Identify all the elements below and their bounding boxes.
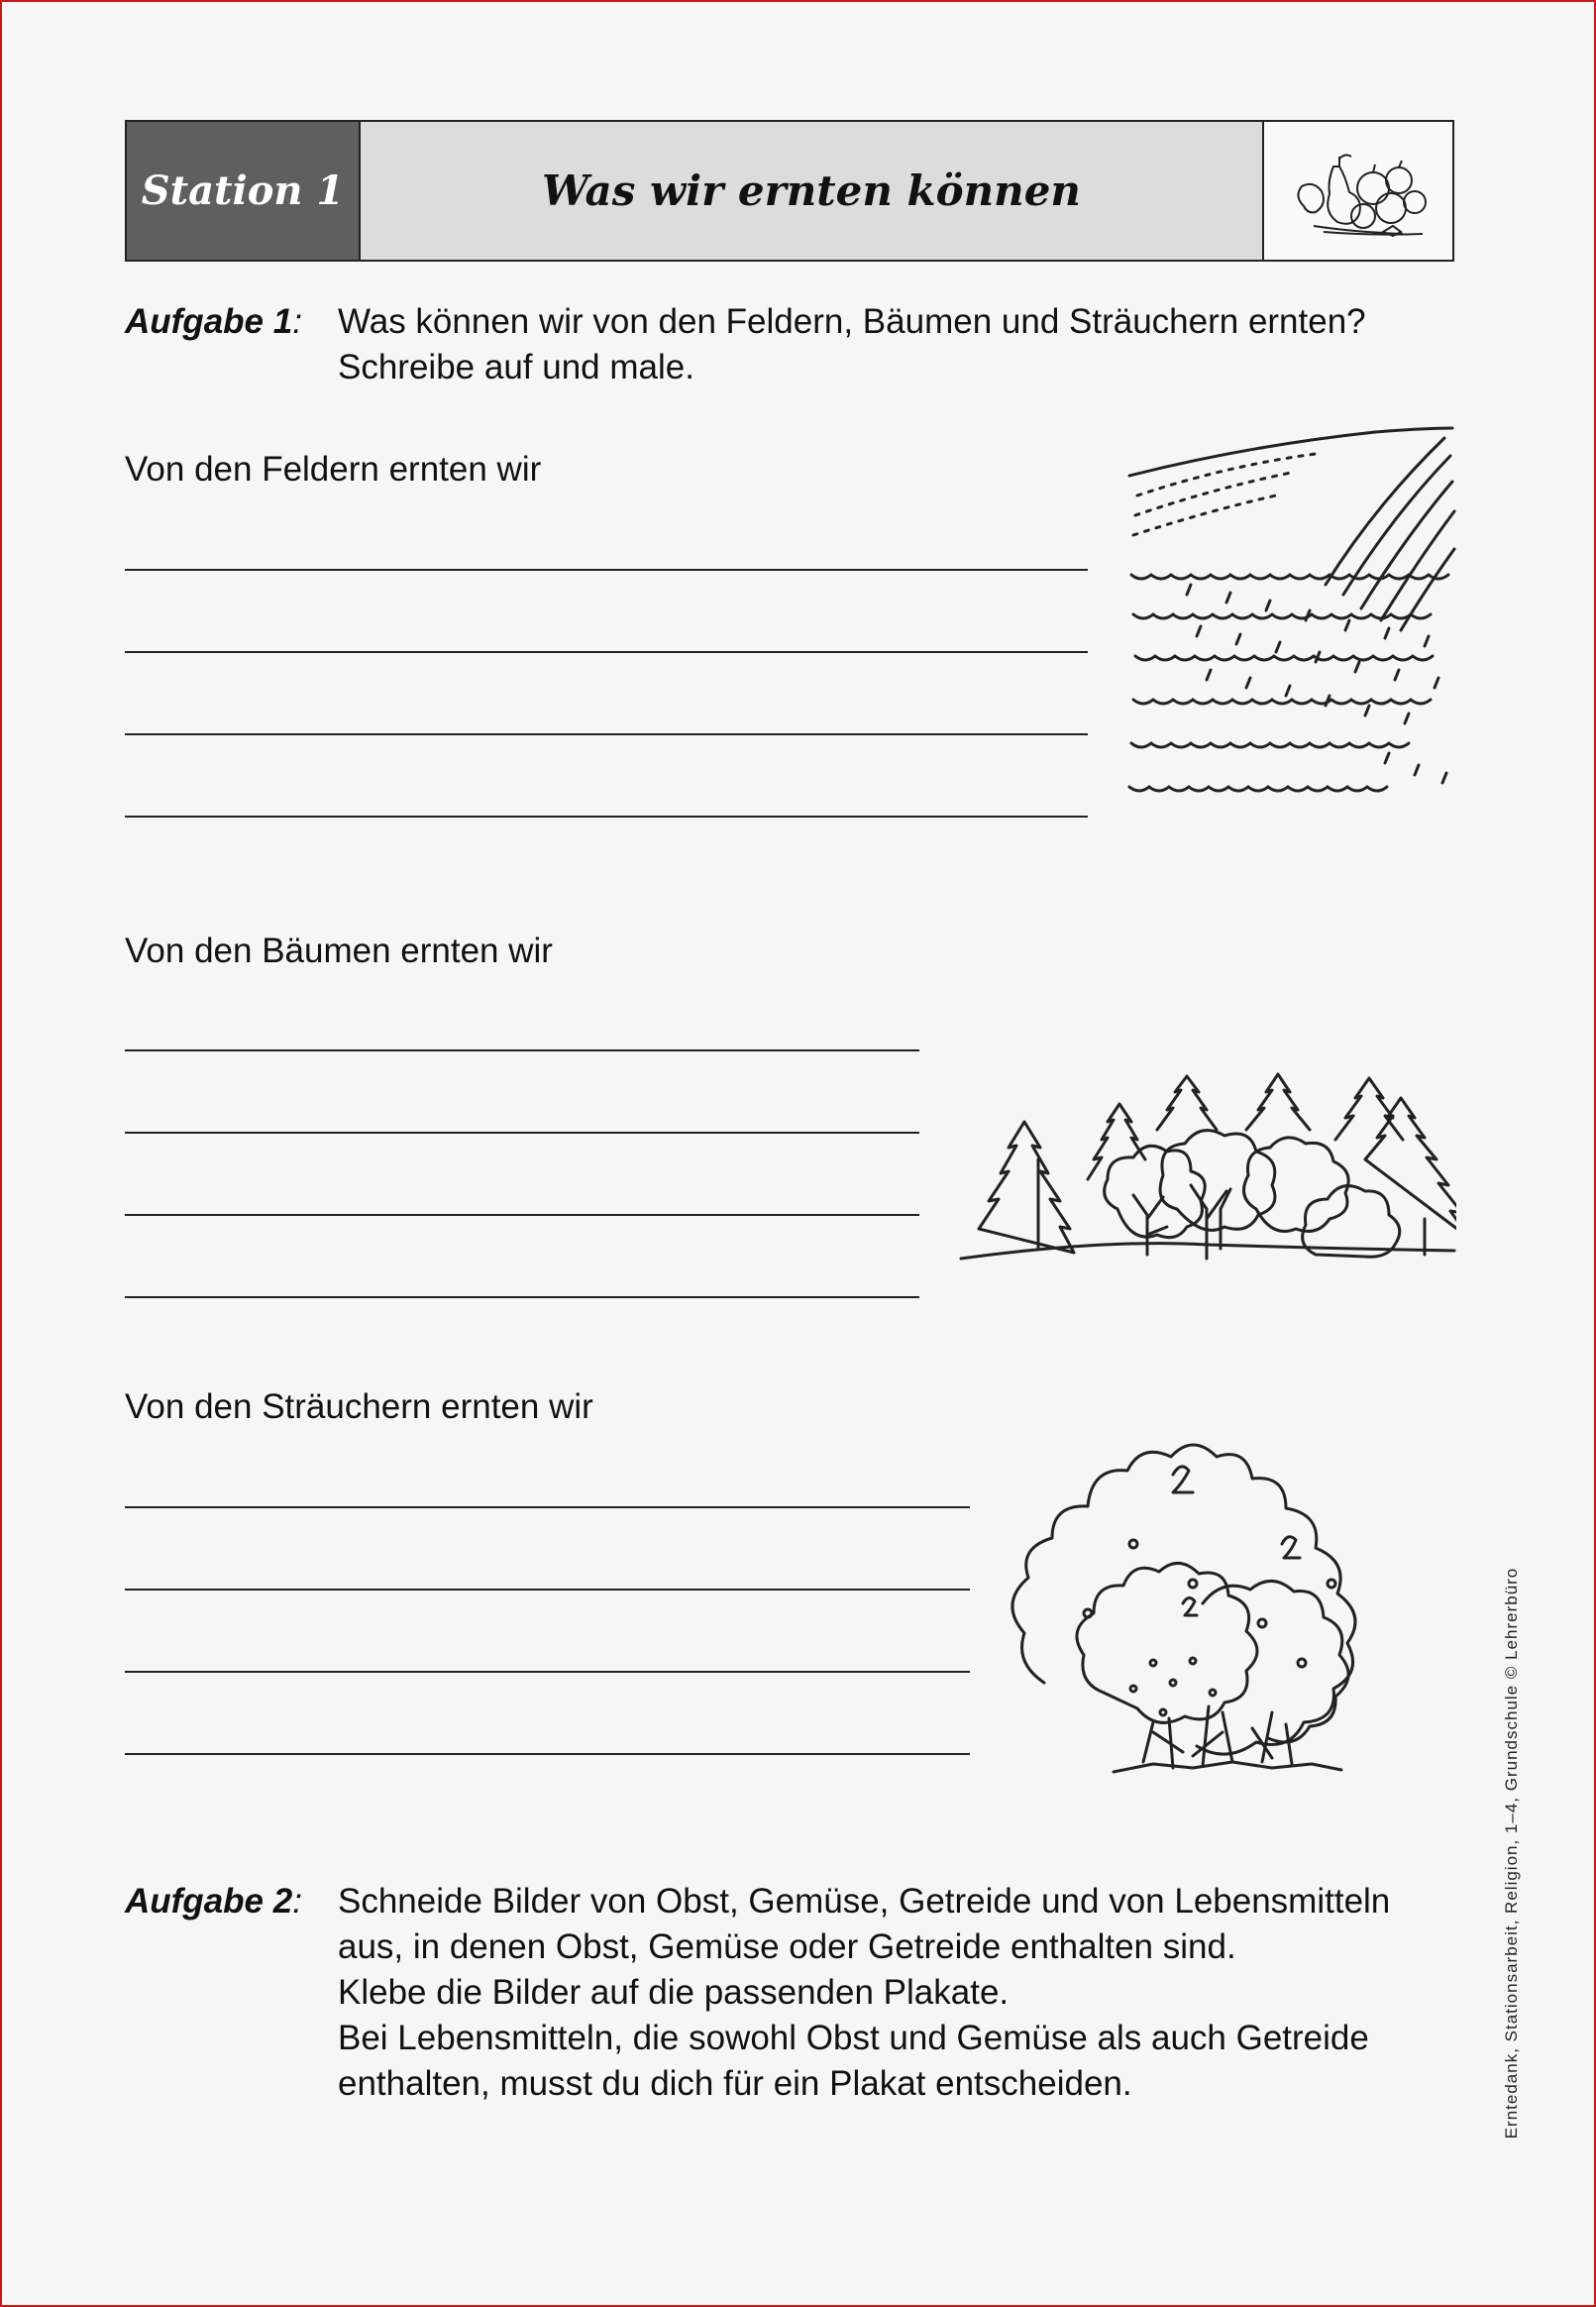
task-1-line: Was können wir von den Feldern, Bäumen und Sträuchern ernten? xyxy=(338,302,1366,341)
task-2-line: Klebe die Bilder auf die passenden Plakate. xyxy=(338,1973,1010,2012)
bush-drawing xyxy=(1005,1435,1452,1778)
task-2-label: Aufgabe 2 xyxy=(125,1882,293,1921)
task-1-text xyxy=(338,299,1457,390)
task-1-line: Schreibe auf und male. xyxy=(338,348,694,386)
task-2-line: enthalten, musst du dich für ein Plakat entscheiden. xyxy=(338,2064,1132,2103)
answer-line[interactable] xyxy=(125,1589,970,1591)
answer-line[interactable] xyxy=(125,1671,970,1673)
copyright-text: Erntedank, Stationsarbeit, Religion, 1–4, Grundschule © Lehrerbüro xyxy=(1502,1567,1521,2140)
answer-line[interactable] xyxy=(125,1214,919,1216)
task-2-line: Schneide Bilder von Obst, Gemüse, Getreide und von Lebensmitteln xyxy=(338,1882,1391,1921)
fruit-basket-icon xyxy=(1264,122,1452,260)
copyright-note xyxy=(1497,1551,1527,2155)
station-label: Station 1 xyxy=(127,122,361,260)
section-heading-trees: Von den Bäumen ernten wir xyxy=(125,932,553,970)
answer-line[interactable] xyxy=(125,1132,919,1134)
section-heading-bushes: Von den Sträuchern ernten wir xyxy=(125,1387,593,1426)
answer-line[interactable] xyxy=(125,1506,970,1508)
station-header xyxy=(125,120,1454,262)
field-drawing xyxy=(1127,426,1456,842)
page-title: Was wir ernten können xyxy=(361,122,1264,260)
answer-line[interactable] xyxy=(125,1753,970,1755)
task-2-line: aus, in denen Obst, Gemüse oder Getreide enthalten sind. xyxy=(338,1927,1236,1966)
section-heading-fields: Von den Feldern ernten wir xyxy=(125,450,542,489)
answer-line[interactable] xyxy=(125,1296,919,1298)
trees-drawing xyxy=(959,1060,1456,1272)
answer-line[interactable] xyxy=(125,733,1088,735)
answer-line[interactable] xyxy=(125,816,1088,818)
answer-line[interactable] xyxy=(125,569,1088,571)
task-2-text xyxy=(338,1879,1457,2107)
answer-line[interactable] xyxy=(125,1049,919,1051)
answer-line[interactable] xyxy=(125,651,1088,653)
task-1-label: Aufgabe 1 xyxy=(125,302,293,341)
task-2-line: Bei Lebensmitteln, die sowohl Obst und Gemüse als auch Getreide xyxy=(338,2019,1369,2057)
